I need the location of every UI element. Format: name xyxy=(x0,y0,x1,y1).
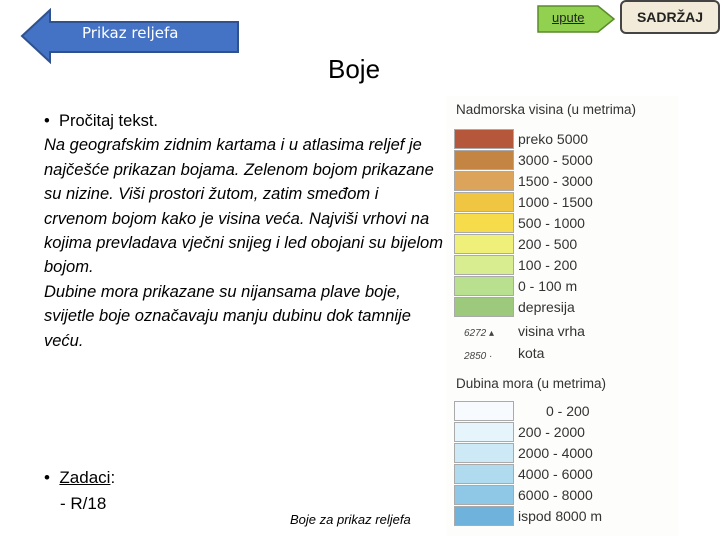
depth-swatch xyxy=(454,485,514,505)
height-label: depresija xyxy=(518,299,575,315)
height-swatch xyxy=(454,276,514,296)
depth-swatch xyxy=(454,506,514,526)
depth-label: 4000 - 6000 xyxy=(518,466,593,482)
depth-swatch xyxy=(454,443,514,463)
height-swatch xyxy=(454,129,514,149)
height-swatch xyxy=(454,192,514,212)
relief-color-legend xyxy=(446,96,678,536)
tasks-block xyxy=(44,465,115,517)
intro-text xyxy=(44,109,444,353)
height-legend-title: Nadmorska visina (u metrima) xyxy=(456,102,637,117)
tasks-link[interactable]: Zadaci xyxy=(59,468,111,487)
height-label: 1000 - 1500 xyxy=(518,194,593,210)
intro-bullet-heading: Pročitaj tekst. xyxy=(58,112,158,130)
intro-paragraph-2: Dubine mora prikazane su nijansama plave boje, svijetle boje označavaju manju dubinu dok tamnije veću. xyxy=(44,282,411,350)
back-button-label: Prikaz reljefa xyxy=(82,24,179,42)
tasks-item: - R/18 xyxy=(60,494,107,513)
depth-swatch xyxy=(454,422,514,442)
height-label: 0 - 100 m xyxy=(518,278,578,294)
image-caption: Boje za prikaz reljefa xyxy=(290,512,411,527)
depth-label: 6000 - 8000 xyxy=(518,487,593,503)
intro-paragraph-1: Na geografskim zidnim kartama i u atlasima reljef je najčešće prikazan bojama. Zelenom bojom prikazane su nizine. Viši prostori žutom, zatim smeđom i crvenom bojom kako je visina veća. Najviši vrhovi na kojima prevladava vječni snijeg i led obojani su bijelom bojom. xyxy=(44,136,443,277)
height-swatch xyxy=(454,255,514,275)
tasks-heading: • Zadaci: xyxy=(44,468,116,487)
sadrzaj-button[interactable]: SADRŽAJ xyxy=(620,0,720,34)
height-label: 100 - 200 xyxy=(518,257,578,273)
height-label: preko 5000 xyxy=(518,131,589,147)
page-title: Boje xyxy=(328,54,381,84)
peak-value: 6272 ▴ xyxy=(464,328,495,339)
depth-label: 200 - 2000 xyxy=(518,424,585,440)
depth-swatch xyxy=(454,401,514,421)
tasks-colon: : xyxy=(110,468,116,487)
height-swatch xyxy=(454,213,514,233)
depth-swatch xyxy=(454,464,514,484)
height-swatch xyxy=(454,297,514,317)
height-swatch xyxy=(454,150,514,170)
upute-label: upute xyxy=(552,10,585,25)
height-swatch xyxy=(454,234,514,254)
height-label: 1500 - 3000 xyxy=(518,173,593,189)
height-swatch xyxy=(454,171,514,191)
depth-label: 2000 - 4000 xyxy=(518,445,593,461)
depth-legend-title: Dubina mora (u metrima) xyxy=(456,376,607,391)
spot-value: 2850 · xyxy=(464,351,493,362)
peak-label: visina vrha xyxy=(518,323,585,339)
spot-label: kota xyxy=(518,345,545,361)
depth-label: 0 - 200 xyxy=(546,403,590,419)
depth-label: ispod 8000 m xyxy=(518,508,603,524)
height-label: 500 - 1000 xyxy=(518,215,585,231)
intro-bullet: • Pročitaj tekst. xyxy=(44,112,158,130)
height-label: 200 - 500 xyxy=(518,236,578,252)
height-label: 3000 - 5000 xyxy=(518,152,593,168)
